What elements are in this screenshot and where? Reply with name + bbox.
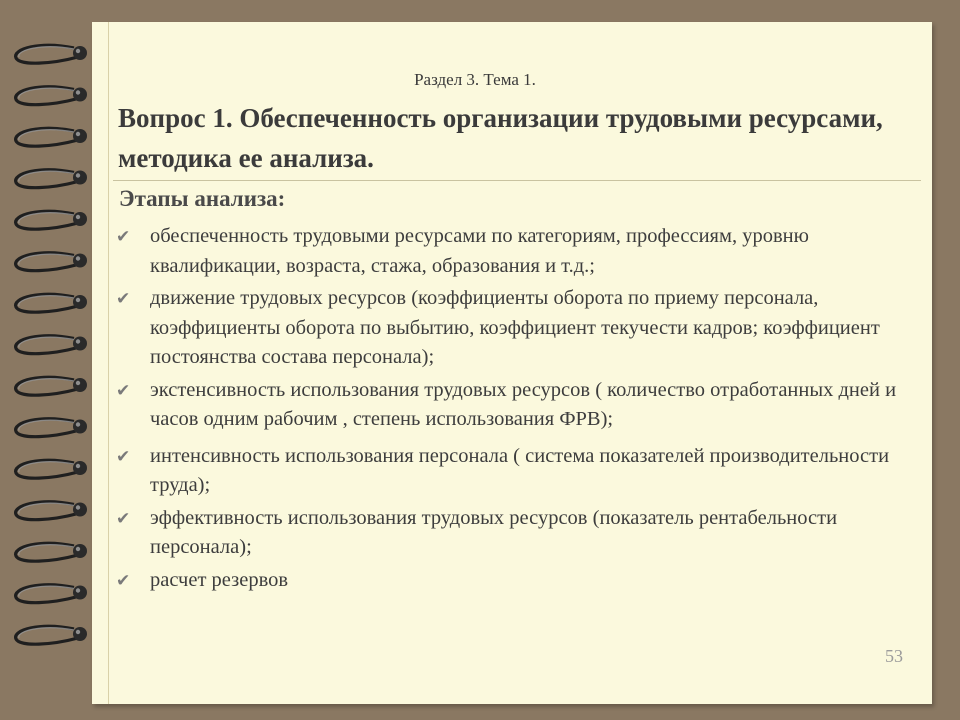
list-item xyxy=(116,284,906,373)
spiral-ring xyxy=(16,543,87,561)
list-item xyxy=(116,442,906,501)
spiral-ring xyxy=(16,626,87,644)
page-number: 53 xyxy=(885,646,903,666)
list-item xyxy=(116,222,906,281)
spiral-ring xyxy=(16,253,87,271)
spiral-ring xyxy=(16,336,87,354)
spiral-ring xyxy=(16,585,87,603)
check-icon: ✔ xyxy=(116,570,131,590)
spiral-ring xyxy=(16,502,87,520)
check-icon: ✔ xyxy=(116,508,131,528)
margin-line xyxy=(108,22,109,704)
list-item xyxy=(116,504,906,563)
check-icon: ✔ xyxy=(116,380,131,400)
check-icon: ✔ xyxy=(116,446,131,466)
spiral-ring xyxy=(16,460,87,478)
section-label: Раздел 3. Тема 1. xyxy=(414,70,536,89)
list-item-text: обеспеченность трудовыми ресурсами по категориям, профессиям, уровню квалификации, возраста, стажа, образования и т.д.; xyxy=(150,225,809,277)
spiral-ring xyxy=(16,87,87,105)
check-icon: ✔ xyxy=(116,227,131,246)
list-item-text: движение трудовых ресурсов (коэффициенты оборота по приему персонала, коэффициенты оборота по выбытию, коэффициент текучести кадров; коэффициент постоянства состава персонала); xyxy=(150,287,880,368)
list-item-text: интенсивность использования персонала ( система показателей производительности труда); xyxy=(150,444,890,496)
spiral-ring xyxy=(16,45,87,63)
spiral-ring xyxy=(16,377,87,395)
page-title: Вопрос 1. Обеспеченность организации трудовыми ресурсами, методика ее анализа. xyxy=(118,103,883,173)
list-item-text: расчет резервов xyxy=(150,568,289,591)
spiral-ring xyxy=(16,170,87,188)
check-icon: ✔ xyxy=(116,289,131,308)
analysis-stages-list xyxy=(116,222,906,598)
list-item-text: экстенсивность использования трудовых ресурсов ( количество отработанных дней и часов одним рабочим , степень использования ФРВ); xyxy=(150,378,897,430)
spiral-ring xyxy=(16,211,87,229)
title-divider xyxy=(113,180,921,181)
spiral-ring xyxy=(16,419,87,437)
list-item xyxy=(116,566,906,596)
spiral-ring xyxy=(16,294,87,312)
list-item-text: эффективность использования трудовых ресурсов (показатель рентабельности персонала); xyxy=(150,506,838,558)
subtitle: Этапы анализа: xyxy=(119,186,286,211)
list-item xyxy=(116,376,906,435)
spiral-ring xyxy=(16,128,87,146)
